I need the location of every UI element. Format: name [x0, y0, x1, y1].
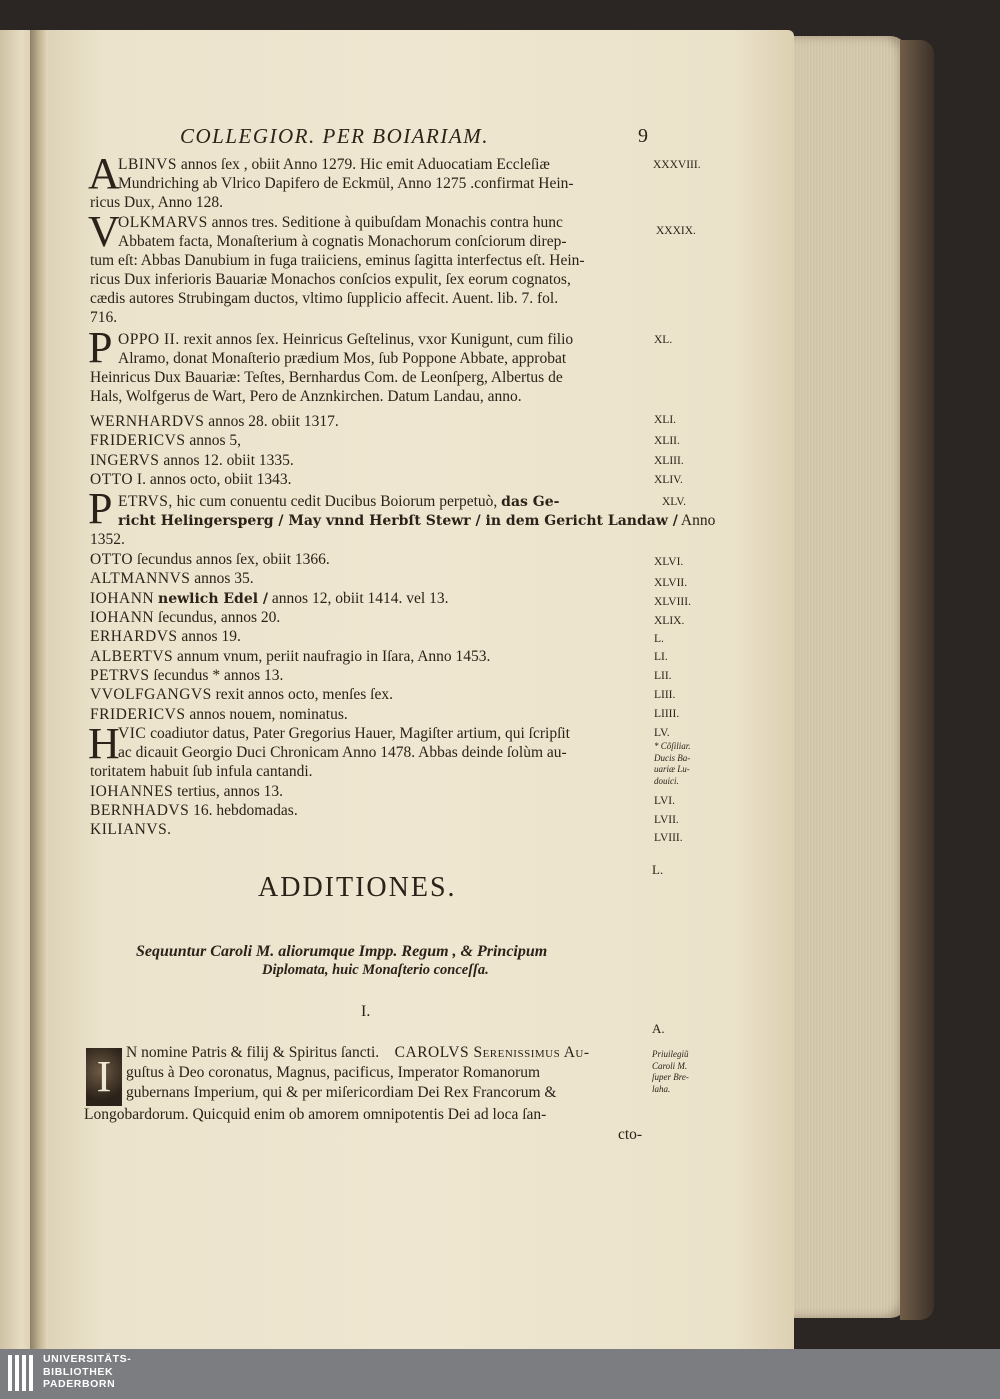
section-heading: ADDITIONES.: [258, 872, 457, 903]
marginal-number: LVII.: [654, 814, 679, 826]
entry-line: BERNHADVS 16. hebdomadas.: [90, 802, 298, 819]
section-subtitle: Diplomata, huic Monaſterio conceſſa.: [262, 962, 489, 978]
entry-line: INGERVS annos 12. obiit 1335.: [90, 452, 294, 469]
section-subtitle: Sequuntur Caroli M. aliorumque Impp. Regum , & Principum: [136, 943, 548, 960]
marginal-number: XLIII.: [654, 455, 684, 467]
marginal-number: XLVII.: [654, 577, 688, 589]
entry-line: VIC coadiutor datus, Pater Gregorius Hauer, Magiſter artium, qui ſcripſit: [118, 725, 570, 742]
marginal-number: XLIV.: [654, 474, 683, 486]
entry-line: Heinricus Dux Bauariæ: Teſtes, Bernhardus Com. de Leonſperg, Albertus de: [90, 369, 563, 386]
entry-line: FRIDERICVS annos nouem, nominatus.: [90, 706, 348, 723]
entry-line: IOHANN newlich Edel / annos 12, obiit 1414. vel 13.: [90, 590, 449, 607]
entry-line: IOHANNES tertius, annos 13.: [90, 783, 283, 800]
entry-line: Alramo, donat Monaſterio prædium Mos, ſub Poppone Abbate, approbat: [118, 350, 567, 367]
ornamental-initial: I: [86, 1048, 122, 1106]
entry-line: LBINVS annos ſex , obiit Anno 1279. Hic emit Aduocatiam Eccleſiæ: [118, 156, 550, 173]
book-cover-edge: [900, 40, 934, 1320]
entry-line: OPPO II. rexit annos ſex. Heinricus Geſtelinus, vxor Kunigunt, cum filio: [118, 331, 574, 348]
entry-line: ALBERTVS annum vnum, periit naufragio in Iſara, Anno 1453.: [90, 648, 491, 665]
marginal-note: Priuilegiũ Caroli M. ſuper Bre- laha.: [652, 1049, 689, 1094]
entry-line: OTTO I. annos octo, obiit 1343.: [90, 471, 292, 488]
drop-initial: A: [88, 149, 120, 198]
marginal-number: XLII.: [654, 435, 680, 447]
marginal-number: XXXVIII.: [653, 159, 701, 171]
marginal-number: XL.: [654, 334, 673, 346]
marginal-number: LV.: [654, 727, 670, 739]
section-number: I.: [361, 1003, 371, 1020]
entry-line: richt Helingersperg / May vnnd Herbſt Stewr / in dem Gericht Landaw / Anno: [118, 512, 716, 529]
entry-line: ETRVS, hic cum conuentu cedit Ducibus Boiorum perpetuò, das Ge-: [118, 493, 560, 510]
entry-line: PETRVS ſecundus * annos 13.: [90, 667, 284, 684]
entry-line: Hals, Wolfgerus de Wart, Pero de Anznkirchen. Datum Landau, anno.: [90, 388, 522, 405]
marginal-number: XLV.: [662, 496, 686, 508]
entry-line: OTTO ſecundus annos ſex, obiit 1366.: [90, 551, 330, 568]
running-title: COLLEGIOR. PER BOIARIAM.: [180, 124, 489, 148]
entry-line: tum eſt: Abbas Danubium in fuga traiiciens, eminus ſagitta interfectus eſt. Hein-: [90, 252, 585, 269]
logo-line: UNIVERSITÄTS-: [43, 1353, 132, 1365]
entry-line: Mundriching ab Vlrico Dapifero de Eckmül, Anno 1275 .confirmat Hein-: [118, 175, 574, 192]
entry-line: KILIANVS.: [90, 821, 172, 838]
entry-line: VVOLFGANGVS rexit annos octo, menſes ſex.: [90, 686, 393, 703]
marginal-number: L.: [652, 862, 664, 877]
entry-line: ac dicauit Georgio Duci Chronicam Anno 1478. Abbas deinde ſolùm au-: [118, 744, 567, 761]
marginal-number: LIIII.: [654, 708, 680, 720]
entry-line: cædis autores Strubingam ductos, vltimo ſupplicio affecit. Auent. lib. 7. fol.: [90, 290, 559, 307]
marginal-number: XXXIX.: [656, 225, 696, 237]
marginal-number: LVI.: [654, 795, 675, 807]
body-line: gubernans Imperium, qui & per miſericordiam Dei Rex Francorum &: [126, 1084, 557, 1101]
drop-initial: P: [88, 323, 113, 372]
drop-initial: V: [88, 207, 120, 256]
marginal-number: LI.: [654, 651, 668, 663]
library-footer: [0, 1349, 1000, 1399]
marginal-number: XLVIII.: [654, 596, 691, 608]
body-line: guſtus à Deo coronatus, Magnus, pacificus, Imperator Romanorum: [126, 1064, 541, 1081]
marginal-letter: A.: [652, 1021, 665, 1036]
marginal-number: XLI.: [654, 414, 677, 426]
entry-line: ERHARDVS annos 19.: [90, 628, 241, 645]
marginal-number: LIII.: [654, 689, 676, 701]
entry-line: WERNHARDVS annos 28. obiit 1317.: [90, 413, 339, 430]
entry-line: toritatem habuit ſub infula cantandi.: [90, 763, 313, 780]
logo-line: PADERBORN: [43, 1378, 116, 1390]
marginal-number: XLVI.: [654, 556, 684, 568]
body-line: Longobardorum. Quicquid enim ob amorem omnipotentis Dei ad loca ſan-: [84, 1106, 547, 1123]
entry-line: 716.: [90, 309, 118, 326]
logo-bars-icon: [8, 1355, 33, 1391]
entry-line: FRIDERICVS annos 5,: [90, 432, 241, 449]
entry-line: 1352.: [90, 531, 125, 548]
logo-line: BIBLIOTHEK: [43, 1365, 114, 1378]
body-line: N nomine Patris & filij & Spiritus ſancti. CAROLVS Sereniſſimus Au-: [126, 1044, 590, 1061]
page-edges: [780, 36, 908, 1318]
catchword: cto-: [618, 1126, 643, 1143]
book-gutter: [30, 30, 48, 1350]
marginal-number: L.: [654, 633, 664, 645]
marginal-number: LVIII.: [654, 832, 683, 844]
page-number: 9: [638, 125, 648, 147]
drop-initial: P: [88, 484, 113, 533]
entry-line: ALTMANNVS annos 35.: [90, 570, 254, 587]
entry-line: Abbatem facta, Monaſterium à cognatis Monachorum conſciorum direp-: [118, 233, 567, 250]
drop-initial: H: [88, 719, 120, 768]
entry-line: ricus Dux, Anno 128.: [90, 194, 224, 211]
library-logo: [8, 1353, 131, 1391]
entry-line: IOHANN ſecundus, annos 20.: [90, 609, 281, 626]
marginal-number: XLIX.: [654, 615, 685, 627]
entry-line: OLKMARVS annos tres. Seditione à quibuſdam Monachis contra hunc: [118, 214, 563, 231]
marginal-number: LII.: [654, 670, 672, 682]
marginal-note: * Cõſiliar. Ducis Ba- uariæ Lu- douici.: [654, 741, 691, 786]
entry-line: ricus Dux inferioris Bauariæ Monachos conſcios expulit, ſex eorum cognatos,: [90, 271, 571, 288]
